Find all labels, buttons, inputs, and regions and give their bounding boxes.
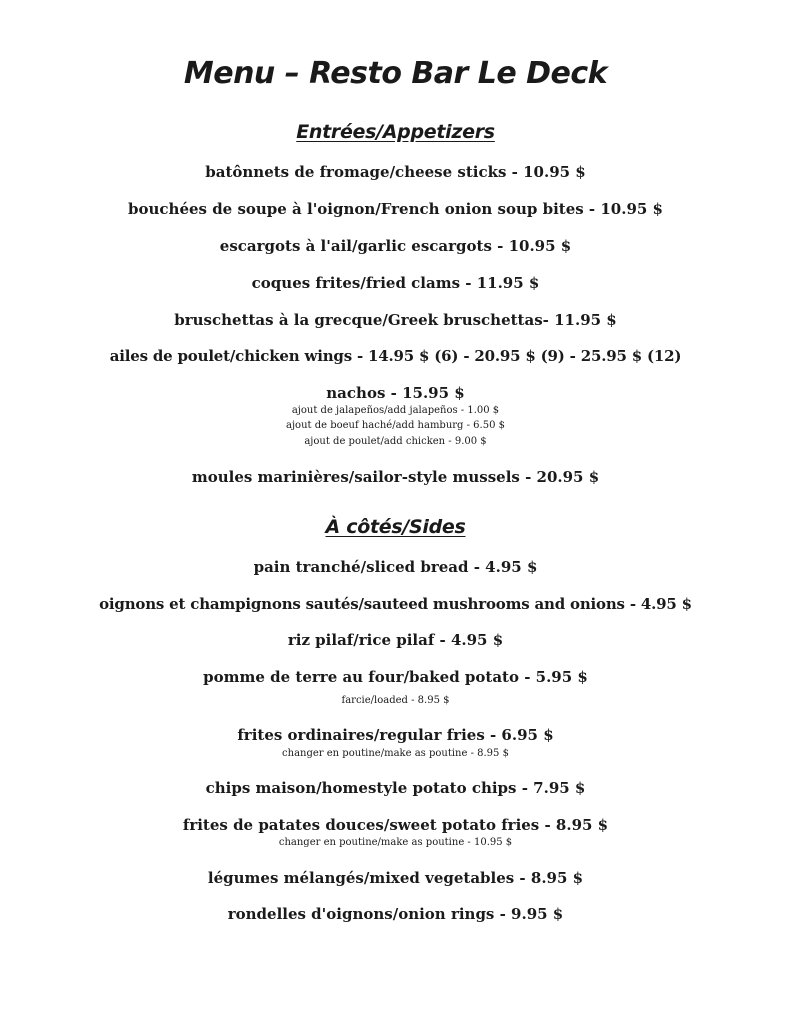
menu-item: frites de patates douces/sweet potato fries - 8.95 $ <box>182 816 609 834</box>
menu-item-option: ajout de jalapeños/add jalapeños - 1.00 $ <box>291 405 500 416</box>
menu-item: coques frites/fried clams - 11.95 $ <box>251 274 540 292</box>
menu-item: rondelles d'oignons/onion rings - 9.95 $ <box>227 905 564 923</box>
menu-item: bouchées de soupe à l'oignon/French onion soup bites - 10.95 $ <box>128 200 663 218</box>
menu-item: oignons et champignons sautés/sauteed mushrooms and onions - 4.95 $ <box>99 595 692 613</box>
sides-heading: À côtés/Sides <box>325 516 466 538</box>
menu-item: pomme de terre au four/baked potato - 5.95 $ <box>203 668 588 686</box>
menu-item-option: changer en poutine/make as poutine - 10.95 $ <box>278 837 513 848</box>
menu-item-option: changer en poutine/make as poutine - 8.95 $ <box>282 748 509 759</box>
menu-item: légumes mélangés/mixed vegetables - 8.95 $ <box>207 869 584 887</box>
menu-item: batônnets de fromage/cheese sticks - 10.95 $ <box>205 163 586 181</box>
menu-item: chips maison/homestyle potato chips - 7.95 $ <box>205 779 586 797</box>
menu-item: riz pilaf/rice pilaf - 4.95 $ <box>287 631 504 649</box>
menu-item: nachos - 15.95 $ <box>326 384 465 402</box>
menu-item: frites ordinaires/regular fries - 6.95 $ <box>237 726 554 744</box>
menu-item: moules marinières/sailor-style mussels - 20.95 $ <box>191 468 600 486</box>
appetizers-heading: Entrées/Appetizers <box>296 121 495 143</box>
page-title: Menu – Resto Bar Le Deck <box>183 56 608 91</box>
menu-item: bruschettas à la grecque/Greek bruschettas- 11.95 $ <box>174 311 617 329</box>
menu-item-option: ajout de boeuf haché/add hamburg - 6.50 $ <box>285 420 505 431</box>
menu-item: escargots à l'ail/garlic escargots - 10.95 $ <box>219 237 572 255</box>
menu-item: ailes de poulet/chicken wings - 14.95 $ (6) - 20.95 $ (9) - 25.95 $ (12) <box>109 347 682 365</box>
menu-item-option: ajout de poulet/add chicken - 9.00 $ <box>304 436 487 447</box>
menu-item-option: farcie/loaded - 8.95 $ <box>341 695 450 706</box>
menu-item: pain tranché/sliced bread - 4.95 $ <box>253 558 538 576</box>
